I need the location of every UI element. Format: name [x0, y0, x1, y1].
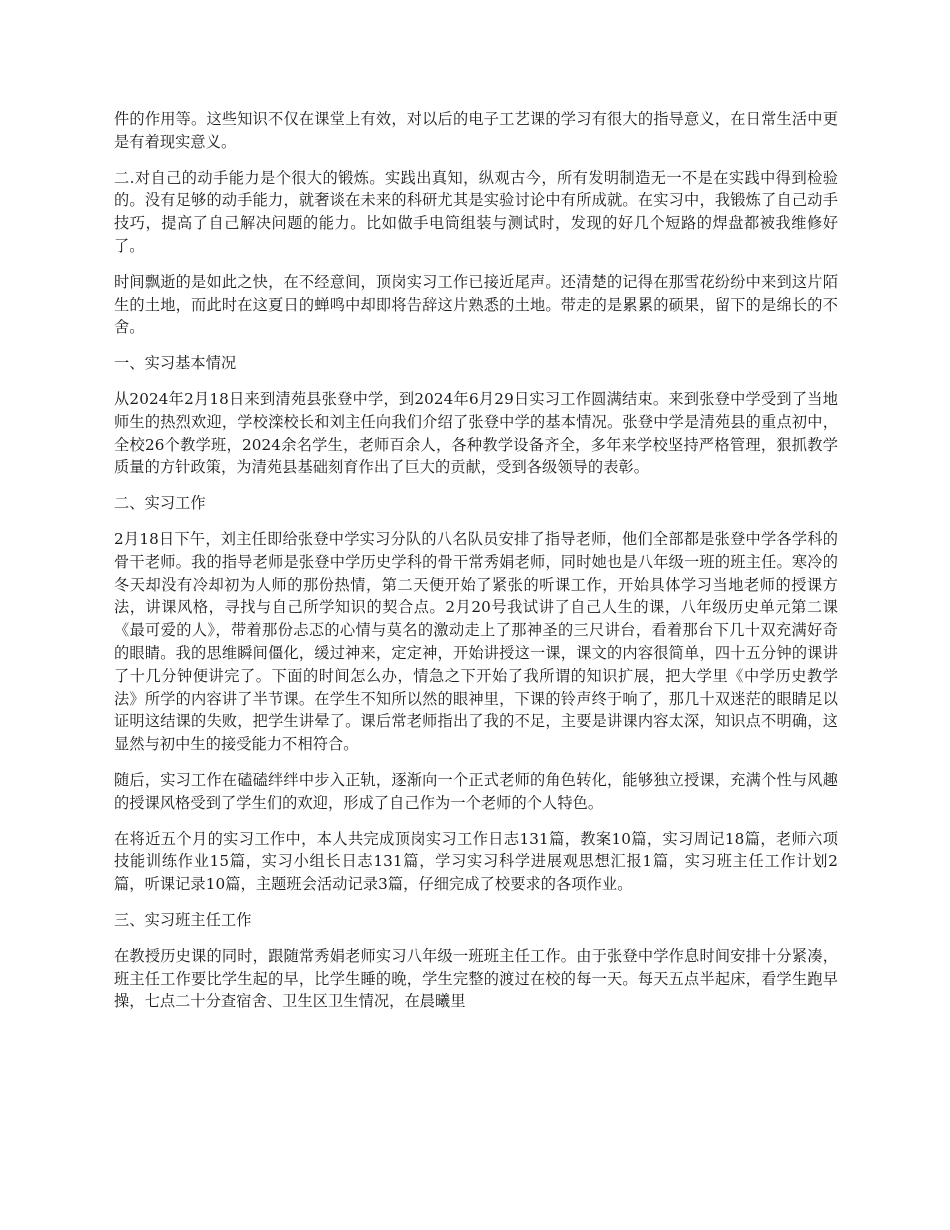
paragraph-time-passing: 时间飘逝的是如此之快，在不经意间，顶岗实习工作已接近尾声。还清楚的记得在那雪花纷纷中来到这片陌生的土地，而此时在这夏日的蝉鸣中却即将告辞这片熟悉的土地。带走的是累累的硕果，留下的是绵长的不舍。: [114, 272, 838, 337]
section-heading-internship-work: 二、实习工作: [114, 494, 206, 513]
paragraph-basic-situation: 从2024年2月18日来到清苑县张登中学，到2024年6月29日实习工作圆满结束。来到张登中学受到了当地师生的热烈欢迎，学校滦校长和刘主任向我们介绍了张登中学的基本情况。张登中学是清苑县的重点初中，全校26个教学班，2024余名学生，老师百余人，各种教学设备齐全，多年来学校坚持严格管理，狠抓教学质量的方针政策，为清苑县基础刻育作出了巨大的贡献，受到各级领导的表彰。: [114, 389, 838, 477]
paragraph-component-usage: 件的作用等。这些知识不仅在课堂上有效，对以后的电子工艺课的学习有很大的指导意义，在日常生活中更是有着现实意义。: [114, 110, 838, 151]
paragraph-work-summary: 在将近五个月的实习工作中，本人共完成顶岗实习工作日志131篇，教案10篇，实习周记18篇，老师六项技能训练作业15篇，实习小组长日志131篇，学习实习科学进展观思想汇报1篇，实习班主任工作计划2篇，听课记录10篇，主题班会活动记录3篇，仔细完成了校要求的各项作业。: [114, 829, 838, 894]
section-heading-class-teacher: 三、实习班主任工作: [114, 910, 252, 929]
paragraph-hands-on-ability: 二.对自己的动手能力是个很大的锻炼。实践出真知，纵观古今，所有发明制造无一不是在实践中得到检验的。没有足够的动手能力，就奢谈在未来的科研尤其是实验讨论中有所成就。在实习中，我锻炼了自己动手技巧，提高了自己解决问题的能力。比如做手电筒组装与测试时，发现的好几个短路的焊盘都被我维修好了。: [114, 168, 838, 255]
paragraph-class-teacher: 在教授历史课的同时，跟随常秀娟老师实习八年级一班班主任工作。由于张登中学作息时间安排十分紧凑，班主任工作要比学生起的早，比学生睡的晚，学生完整的渡过在校的每一天。每天五点半起床，看学生跑早操，七点二十分查宿舍、卫生区卫生情况，在晨曦里: [114, 946, 838, 1011]
section-heading-basic-situation: 一、实习基本情况: [114, 354, 237, 373]
document-body: [114, 108, 838, 1026]
paragraph-internship-work: 2月18日下午，刘主任即给张登中学实习分队的八名队员安排了指导老师，他们全部都是张登中学各学科的骨干老师。我的指导老师是张登中学历史学科的骨干常秀娟老师，同时她也是八年级一班的班主任。寒冷的冬天却没有冷却初为人师的那份热情，第二天便开始了紧张的听课工作，开始具体学习当地老师的授课方法，讲课风格，寻找与自己所学知识的契合点。2月20号我试讲了自己人生的课，八年级历史单元第二课《最可爱的人》，带着那份忐忑的心情与莫名的激动走上了那神圣的三尺讲台，看着那台下几十双充满好奇的眼睛。我的思维瞬间僵化，缓过神来，定定神，开始讲授这一课，课文的内容很简单，四十五分钟的课讲了十几分钟便讲完了。下面的时间怎么办，情急之下开始了我所谓的知识扩展，把大学里《中学历史教学法》所学的内容讲了半节课。在学生不知所以然的眼神里，下课的铃声终于响了，那几十双迷茫的眼睛足以证明这结课的失败，把学生讲晕了。课后常老师指出了我的不足，主要是讲课内容太深，知识点不明确，这显然与初中生的接受能力不相符合。: [114, 529, 838, 754]
paragraph-on-track: 随后，实习工作在磕磕绊绊中步入正轨，逐渐向一个正式老师的角色转化，能够独立授课，充满个性与风趣的授课风格受到了学生们的欢迎，形成了自己作为一个老师的个人特色。: [114, 770, 838, 812]
